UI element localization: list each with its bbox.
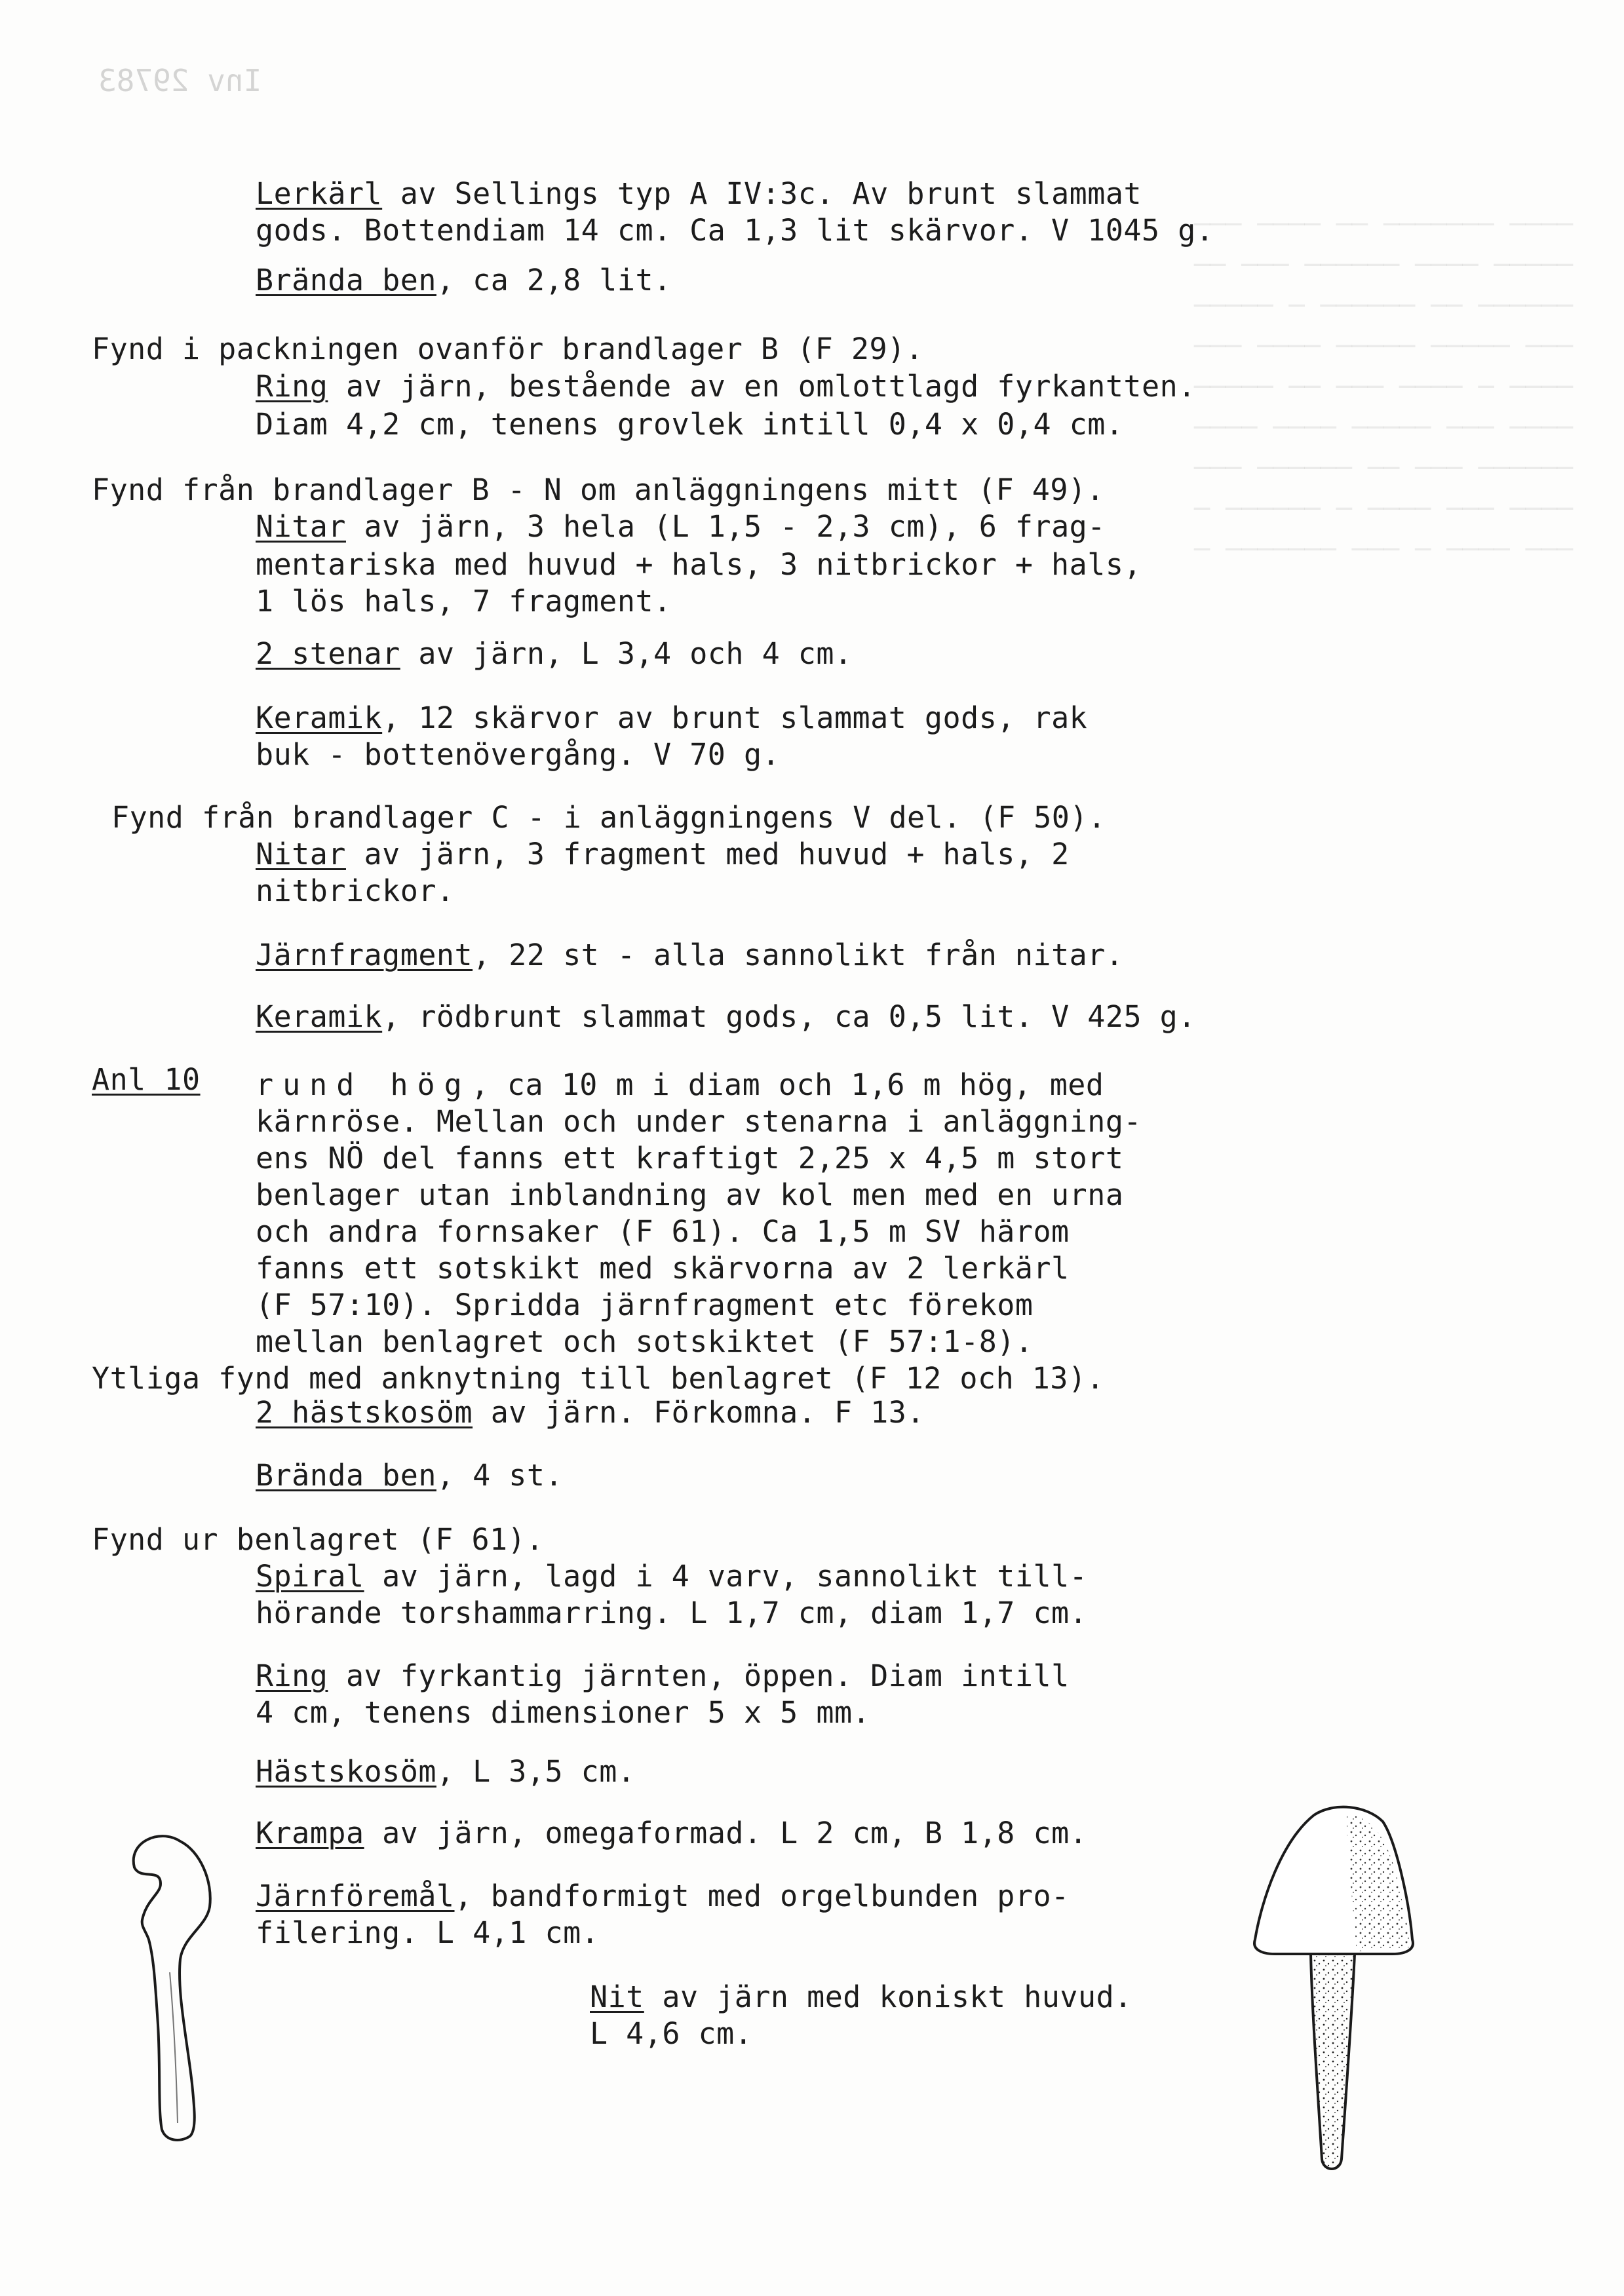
underlined-term: Lerkärl [256, 176, 383, 211]
line-text: Fynd i packningen ovanför brandlager B (F 29). [92, 332, 924, 366]
line-text: filering. L 4,1 cm. [256, 1915, 600, 1950]
underlined-term: Anl 10 [92, 1062, 201, 1097]
text-line [256, 937, 1123, 974]
bleed-through-text: ──── ─────── ── ──── ─── ───── ──── ────── ─── ── ────── ── ────── ─ ───── ─── ───── ───── ──── ─── ──── ─ ──── ─── ── ───── ──── ─── ───── ──── ──── ────── ─── ── ────── ─── ──── ─── ──── ─ ────── ─ ─── ──── ─ ─── ─────── ─ [1194, 210, 1573, 565]
text-line [590, 1979, 1132, 2016]
line-text: av järn, lagd i 4 varv, sannolikt till- [364, 1559, 1088, 1594]
text-line [256, 1595, 1087, 1632]
underlined-term: Nitar [256, 509, 346, 544]
line-text: (F 57:10). Spridda järnfragment etc förekom [256, 1288, 1034, 1322]
text-line [256, 212, 1214, 249]
text-line [92, 331, 923, 368]
text-line [111, 799, 1106, 836]
line-text: av järn, 3 fragment med huvud + hals, 2 [345, 837, 1070, 871]
line-text: fanns ett sotskikt med skärvorna av 2 lerkärl [256, 1251, 1070, 1286]
line-text: av järn. Förkomna. F 13. [473, 1395, 925, 1430]
text-line [256, 508, 1106, 545]
line-text: 1 lös hals, 7 fragment. [256, 584, 672, 619]
text-line [92, 1062, 201, 1098]
text-line [256, 1287, 1033, 1324]
line-text: , 22 st - alla sannolikt från nitar. [473, 938, 1124, 972]
line-text: mentariska med huvud + hals, 3 nitbrickor + hals, [256, 547, 1142, 582]
line-text: av järn, 3 hela (L 1,5 - 2,3 cm), 6 frag- [345, 509, 1106, 544]
line-text: , ca 10 m i diam och 1,6 m hög, med [471, 1067, 1104, 1102]
underlined-term: Järnföremål [256, 1879, 455, 1913]
text-line [256, 1694, 870, 1731]
line-text: , ca 2,8 lit. [436, 263, 672, 297]
inventory-mark: Inv 29783 [98, 63, 262, 98]
underlined-term: Nit [590, 1980, 644, 2014]
underlined-term: Ring [256, 1658, 328, 1693]
line-text: , bandformigt med orgelbunden pro- [454, 1879, 1070, 1913]
text-line [256, 1815, 1087, 1852]
text-line [256, 406, 1123, 443]
underlined-term: Nitar [256, 837, 346, 871]
text-line [256, 999, 1196, 1035]
line-text: , 12 skärvor av brunt slammat gods, rak [382, 700, 1088, 735]
text-line [256, 836, 1070, 873]
text-line [256, 873, 455, 909]
line-text: Fynd från brandlager C - i anläggningens V del. (F 50). [111, 800, 1106, 835]
text-line [256, 1878, 1070, 1915]
underlined-term: Krampa [256, 1816, 364, 1850]
underlined-term: 2 stenar [256, 636, 400, 671]
text-line [256, 1457, 563, 1494]
underlined-term: Järnfragment [256, 938, 473, 972]
text-line [256, 1103, 1142, 1140]
text-line [256, 1140, 1123, 1177]
hook-object-drawing [115, 1822, 226, 2149]
text-line [92, 1521, 544, 1558]
underlined-term: Hästskosöm [256, 1754, 436, 1789]
line-text: buk - bottenövergång. V 70 g. [256, 737, 781, 772]
text-line [92, 472, 1104, 508]
line-text: , rödbrunt slammat gods, ca 0,5 lit. V 425 g. [382, 999, 1196, 1034]
underlined-term: Keramik [256, 700, 383, 735]
underlined-term: 2 hästskosöm [256, 1395, 473, 1430]
text-line [256, 636, 853, 672]
text-line [256, 1658, 1070, 1694]
text-line [256, 1558, 1087, 1595]
text-line [256, 1394, 925, 1431]
line-text: av järn, L 3,4 och 4 cm. [400, 636, 853, 671]
text-line [590, 2016, 752, 2052]
line-text: nitbrickor. [256, 873, 455, 908]
text-line [256, 176, 1142, 212]
line-text: Diam 4,2 cm, tenens grovlek intill 0,4 x 0,4 cm. [256, 407, 1124, 442]
text-line [92, 1360, 1104, 1397]
line-text: av järn, omegaformad. L 2 cm, B 1,8 cm. [364, 1816, 1088, 1850]
line-text: och andra fornsaker (F 61). Ca 1,5 m SV härom [256, 1214, 1070, 1249]
underlined-term: Ring [256, 369, 328, 404]
line-text: , 4 st. [436, 1458, 564, 1493]
underlined-term: Brända ben [256, 1458, 436, 1493]
line-text: kärnröse. Mellan och under stenarna i anläggning- [256, 1104, 1142, 1139]
line-text: 4 cm, tenens dimensioner 5 x 5 mm. [256, 1695, 871, 1730]
line-text: Fynd ur benlagret (F 61). [92, 1522, 544, 1557]
line-text: av järn med koniskt huvud. [644, 1980, 1132, 2014]
text-line [256, 546, 1142, 583]
text-line [256, 262, 672, 299]
text-line [256, 1067, 1104, 1103]
text-line [256, 368, 1196, 405]
line-text: L 4,6 cm. [590, 2016, 753, 2051]
line-text: Ytliga fynd med anknytning till benlagret (F 12 och 13). [92, 1361, 1105, 1396]
line-text: av Sellings typ A IV:3c. Av brunt slammat [382, 176, 1142, 211]
text-line [256, 1214, 1070, 1250]
line-text: Fynd från brandlager B - N om anläggningens mitt (F 49). [92, 472, 1105, 507]
line-text: av fyrkantig järnten, öppen. Diam intill [328, 1658, 1070, 1693]
line-text: mellan benlagret och sotskiktet (F 57:1-8). [256, 1324, 1034, 1359]
line-text: ens NÖ del fanns ett kraftigt 2,25 x 4,5 m stort [256, 1141, 1124, 1176]
line-text: hörande torshammarring. L 1,7 cm, diam 1,7 cm. [256, 1596, 1088, 1630]
text-line [256, 1915, 599, 1951]
text-line [256, 700, 1087, 737]
spaced-term: rund hög [256, 1067, 471, 1102]
rivet-drawing [1248, 1802, 1419, 2182]
text-line [256, 1177, 1123, 1214]
line-text: benlager utan inblandning av kol men med en urna [256, 1177, 1124, 1212]
text-line [256, 1250, 1070, 1287]
underlined-term: Spiral [256, 1559, 364, 1594]
line-text: av järn, bestående av en omlottlagd fyrkantten. [328, 369, 1196, 404]
line-text: , L 3,5 cm. [436, 1754, 636, 1789]
underlined-term: Keramik [256, 999, 383, 1034]
underlined-term: Brända ben [256, 263, 436, 297]
line-text: gods. Bottendiam 14 cm. Ca 1,3 lit skärvor. V 1045 g. [256, 213, 1214, 248]
text-line [256, 737, 780, 773]
text-line [256, 1324, 1033, 1360]
text-line [256, 1753, 635, 1790]
text-line [256, 583, 672, 620]
